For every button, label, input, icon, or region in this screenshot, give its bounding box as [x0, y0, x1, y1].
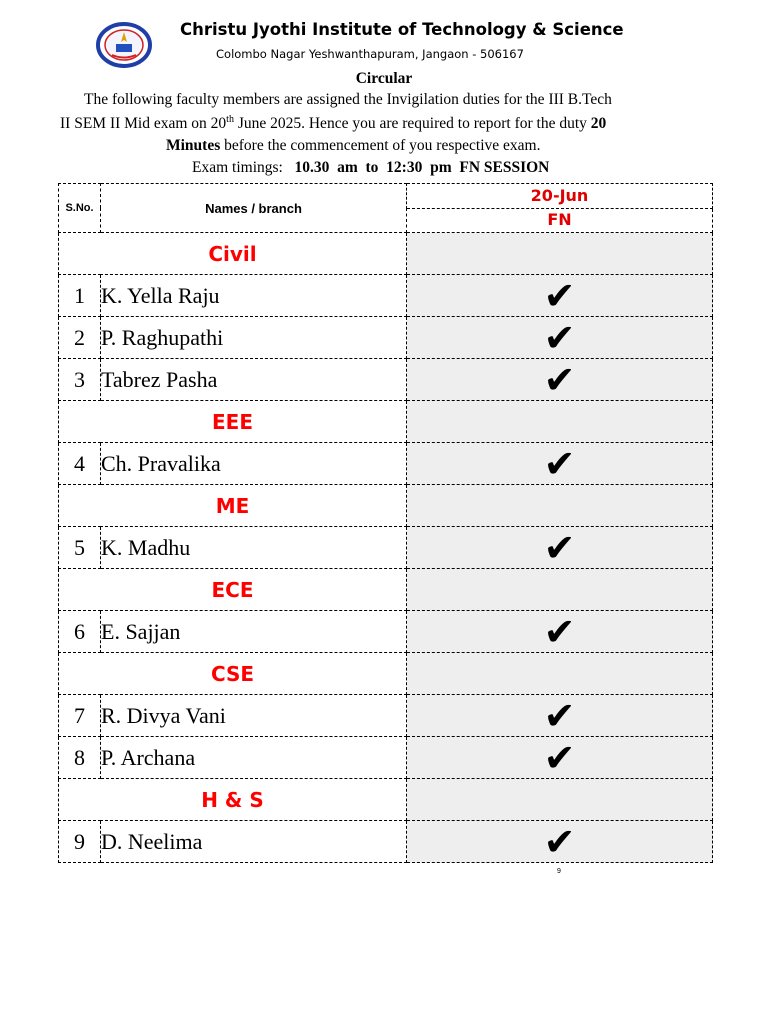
date-header: 20-Jun — [407, 184, 713, 209]
names-header: Names / branch — [101, 184, 407, 233]
row-sno: 7 — [59, 695, 101, 737]
branch-label: Civil — [59, 233, 407, 275]
branch-label: H & S — [59, 779, 407, 821]
table-row — [59, 527, 713, 569]
circular-line-2: II SEM II Mid exam on 20th June 2025. Hence you are required to report for the duty 20 — [60, 114, 607, 133]
branch-row-me — [59, 485, 713, 527]
table-row — [59, 737, 713, 779]
invigilation-table — [58, 183, 713, 863]
faculty-name: E. Sajjan — [101, 611, 407, 653]
checkmark-icon: ✔ — [543, 525, 576, 570]
table-row — [59, 275, 713, 317]
duty-cell — [407, 527, 713, 569]
faculty-name: K. Madhu — [101, 527, 407, 569]
row-sno: 8 — [59, 737, 101, 779]
duty-cell — [407, 443, 713, 485]
branch-label: EEE — [59, 401, 407, 443]
institute-logo — [96, 22, 152, 68]
duty-cell — [407, 611, 713, 653]
branch-row-civil — [59, 233, 713, 275]
table-row — [59, 317, 713, 359]
checkmark-icon: ✔ — [543, 735, 576, 780]
table-row — [59, 611, 713, 653]
checkmark-icon: ✔ — [543, 609, 576, 654]
duty-cell — [407, 821, 713, 863]
branch-label: ME — [59, 485, 407, 527]
faculty-name: Tabrez Pasha — [101, 359, 407, 401]
circular-line-1: The following faculty members are assigned the Invigilation duties for the III B.Tech — [84, 91, 612, 108]
table-row — [59, 695, 713, 737]
branch-row-eee — [59, 401, 713, 443]
branch-row-cse — [59, 653, 713, 695]
table-header-row — [59, 184, 713, 209]
branch-label: ECE — [59, 569, 407, 611]
duty-cell — [407, 317, 713, 359]
branch-label: CSE — [59, 653, 407, 695]
institute-address: Colombo Nagar Yeshwanthapuram, Jangaon - 506167 — [216, 47, 524, 61]
sno-header: S.No. — [59, 184, 101, 233]
branch-duty-cell — [407, 569, 713, 611]
duty-cell — [407, 359, 713, 401]
row-sno: 1 — [59, 275, 101, 317]
duty-cell — [407, 695, 713, 737]
checkmark-icon: ✔ — [543, 315, 576, 360]
faculty-name: P. Archana — [101, 737, 407, 779]
faculty-name: K. Yella Raju — [101, 275, 407, 317]
checkmark-icon: ✔ — [543, 819, 576, 864]
row-sno: 4 — [59, 443, 101, 485]
exam-timings: Exam timings: 10.30 am to 12:30 pm FN SESSION — [192, 159, 550, 176]
faculty-name: P. Raghupathi — [101, 317, 407, 359]
row-sno: 3 — [59, 359, 101, 401]
page-number: 9 — [557, 868, 561, 875]
table-row — [59, 443, 713, 485]
checkmark-icon: ✔ — [543, 693, 576, 738]
table-row — [59, 821, 713, 863]
session-header: FN — [407, 208, 713, 233]
circular-title: Circular — [355, 70, 413, 87]
faculty-name: Ch. Pravalika — [101, 443, 407, 485]
row-sno: 6 — [59, 611, 101, 653]
duty-cell — [407, 737, 713, 779]
branch-duty-cell — [407, 401, 713, 443]
faculty-name: D. Neelima — [101, 821, 407, 863]
branch-row-ece — [59, 569, 713, 611]
branch-duty-cell — [407, 485, 713, 527]
checkmark-icon: ✔ — [543, 357, 576, 402]
row-sno: 5 — [59, 527, 101, 569]
table-row — [59, 359, 713, 401]
duty-cell — [407, 275, 713, 317]
checkmark-icon: ✔ — [543, 273, 576, 318]
branch-row-hs — [59, 779, 713, 821]
row-sno: 9 — [59, 821, 101, 863]
row-sno: 2 — [59, 317, 101, 359]
institute-name: Christu Jyothi Institute of Technology & Science — [180, 20, 624, 39]
checkmark-icon: ✔ — [543, 441, 576, 486]
faculty-name: R. Divya Vani — [101, 695, 407, 737]
circular-line-3: Minutes before the commencement of you respective exam. — [166, 137, 541, 154]
branch-duty-cell — [407, 653, 713, 695]
branch-duty-cell — [407, 233, 713, 275]
branch-duty-cell — [407, 779, 713, 821]
